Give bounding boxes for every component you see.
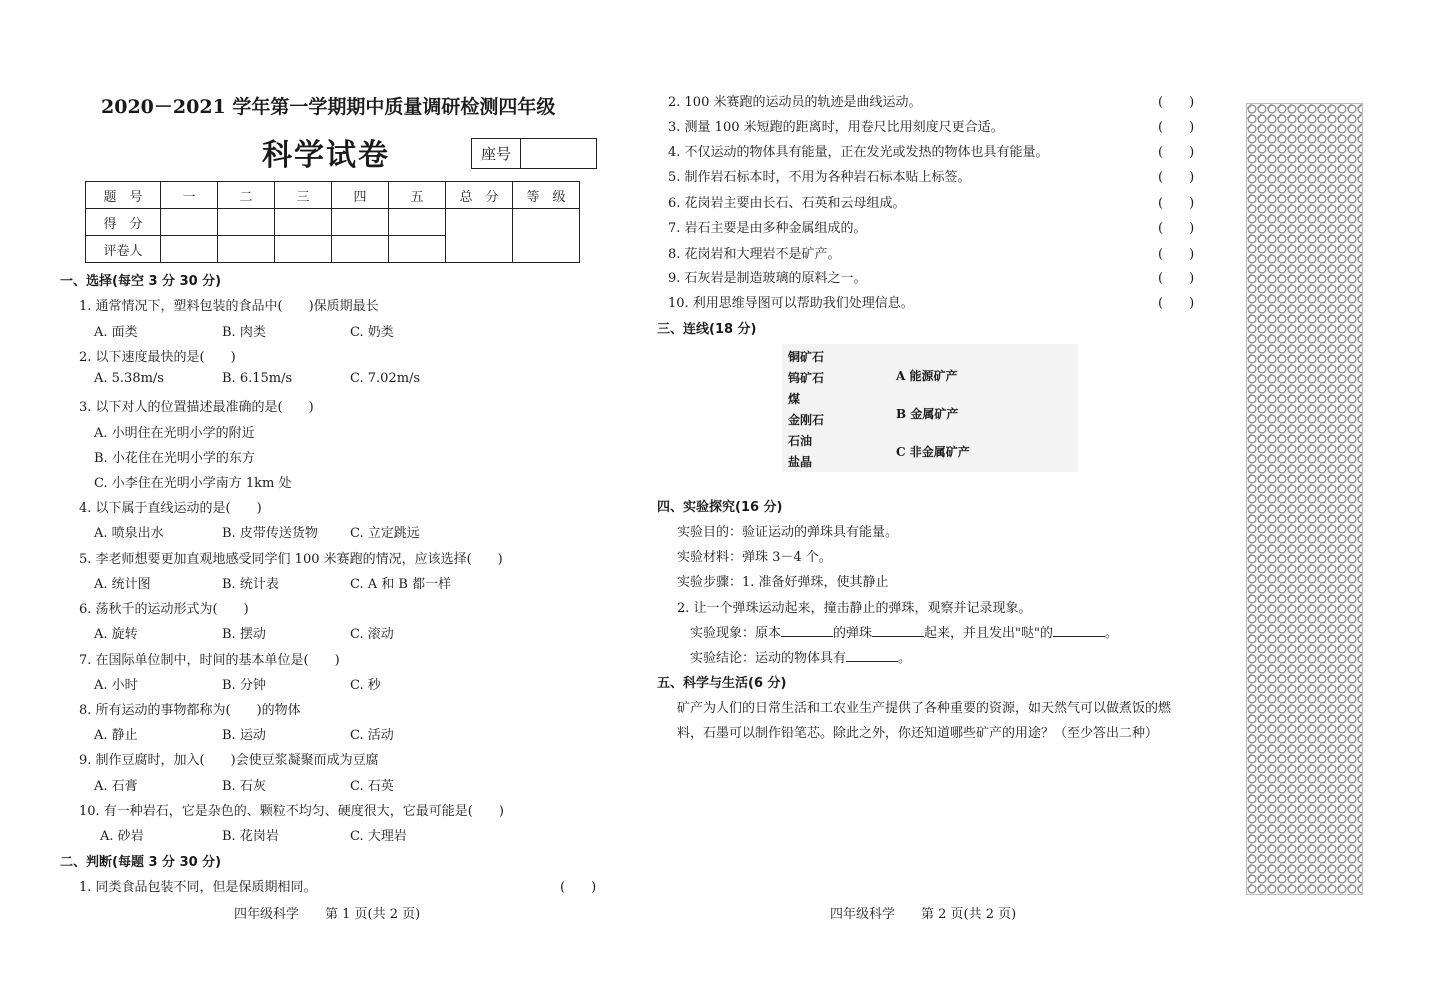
score-cell[interactable] (332, 209, 389, 236)
question-text: 4. 以下属于直线运动的是( ) (79, 501, 262, 516)
option-a[interactable]: A. 面类 (94, 325, 138, 340)
question-text: 8. 所有运动的事物都称为( )的物体 (79, 703, 301, 718)
option-c[interactable]: C. 大理岩 (350, 829, 407, 844)
row-header-grader: 评卷人 (86, 236, 161, 263)
option-c[interactable]: C. 小李住在光明小学南方 1km 处 (94, 476, 292, 491)
score-cell[interactable] (275, 209, 332, 236)
option-c[interactable]: C. 滚动 (350, 627, 394, 642)
decorative-pattern-strip (1246, 103, 1363, 895)
option-c[interactable]: C. A 和 B 都一样 (350, 577, 452, 592)
footer-page2: 四年级科学 第 2 页(共 2 页) (830, 907, 1017, 922)
judge-answer-6[interactable]: ( ) (1158, 196, 1195, 211)
concl-text: 实验结论：运动的物体具有 (690, 651, 847, 666)
section3-heading: 三、连线(18 分) (657, 322, 757, 337)
experiment-step1: 实验步骤：1. 准备好弹珠，使其静止 (677, 575, 889, 590)
obs-text: 实验现象：原本 (690, 626, 782, 641)
option-a[interactable]: A. 统计图 (94, 577, 151, 592)
grader-cell[interactable] (389, 236, 446, 263)
judge-item-7: 7. 岩石主要是由多种金属组成的。 (668, 221, 867, 236)
judge-answer-2[interactable]: ( ) (1158, 95, 1195, 110)
question-text: 10. 有一种岩石，它是杂色的、颗粒不均匀、硬度很大，它最可能是( ) (79, 804, 504, 819)
question-text: 7. 在国际单位制中，时间的基本单位是( ) (79, 653, 340, 668)
section4-heading: 四、实验探究(16 分) (657, 500, 783, 515)
section5-line2: 料，石墨可以制作铅笔芯。除此之外，你还知道哪些矿产的用途？（至少答出二种） (677, 726, 1159, 741)
question-text: 2. 以下速度最快的是( ) (79, 350, 236, 365)
experiment-observation (690, 622, 1118, 641)
option-b[interactable]: B. 分钟 (222, 678, 266, 693)
experiment-materials: 实验材料：弹珠 3－4 个。 (677, 550, 832, 565)
score-table (85, 181, 580, 263)
col-1: 一 (161, 182, 218, 209)
option-b[interactable]: B. 运动 (222, 728, 266, 743)
obs-text: 的弹珠 (833, 626, 873, 641)
option-a[interactable]: A. 砂岩 (100, 829, 144, 844)
exam-title: 2020－2021 学年第一学期期中质量调研检测四年级 (101, 96, 556, 118)
row-header-score: 得 分 (86, 209, 161, 236)
grader-cell[interactable] (161, 236, 218, 263)
judge-answer-7[interactable]: ( ) (1158, 221, 1195, 236)
score-cell[interactable] (218, 209, 275, 236)
option-c[interactable]: C. 立定跳远 (350, 526, 420, 541)
col-grade: 等 级 (513, 182, 580, 209)
obs-text: 。 (1105, 626, 1119, 641)
row-header-question: 题 号 (86, 182, 161, 209)
judge-item-8: 8. 花岗岩和大理岩不是矿产。 (668, 247, 841, 262)
judge-item-6: 6. 花岗岩主要由长石、石英和云母组成。 (668, 196, 906, 211)
option-a[interactable]: A. 小明住在光明小学的附近 (94, 426, 255, 441)
section2-heading: 二、判断(每题 3 分 30 分) (60, 855, 222, 870)
option-a[interactable]: A. 静止 (94, 728, 138, 743)
judge-answer-4[interactable]: ( ) (1158, 145, 1195, 160)
footer-page1: 四年级科学 第 1 页(共 2 页) (234, 907, 421, 922)
match-left-item[interactable]: 石油 (788, 434, 813, 448)
judge-item-4: 4. 不仅运动的物体具有能量，正在发光或发热的物体也具有能量。 (668, 145, 1049, 160)
judge-answer-3[interactable]: ( ) (1158, 120, 1195, 135)
match-right-item[interactable]: A 能源矿产 (896, 369, 958, 383)
option-b[interactable]: B. 摆动 (222, 627, 266, 642)
option-b[interactable]: B. 皮带传送货物 (222, 526, 318, 541)
option-b[interactable]: B. 花岗岩 (222, 829, 279, 844)
question-text: 3. 以下对人的位置描述最准确的是( ) (79, 400, 314, 415)
score-cell[interactable] (161, 209, 218, 236)
option-a[interactable]: A. 石膏 (94, 779, 138, 794)
seat-number-field[interactable] (521, 139, 596, 168)
judge-item-10: 10. 利用思维导图可以帮助我们处理信息。 (668, 296, 914, 311)
obs-text: 起来，并且发出"哒"的 (924, 626, 1053, 641)
option-c[interactable]: C. 7.02m/s (350, 371, 421, 386)
match-left-item[interactable]: 金刚石 (788, 413, 825, 427)
col-4: 四 (332, 182, 389, 209)
option-b[interactable]: B. 石灰 (222, 779, 266, 794)
judge-answer-5[interactable]: ( ) (1158, 170, 1195, 185)
col-total: 总 分 (446, 182, 513, 209)
option-a[interactable]: A. 5.38m/s (94, 371, 164, 386)
total-score-cell[interactable] (446, 209, 513, 263)
subject-title: 科学试卷 (262, 138, 390, 173)
col-3: 三 (275, 182, 332, 209)
obs-blank-2[interactable] (872, 624, 924, 637)
grade-cell[interactable] (513, 209, 580, 263)
option-c[interactable]: C. 石英 (350, 779, 394, 794)
question-text: 5. 李老师想要更加直观地感受同学们 100 米赛跑的情况，应该选择( ) (79, 552, 503, 567)
judge-item-9: 9. 石灰岩是制造玻璃的原料之一。 (668, 271, 867, 286)
option-a[interactable]: A. 喷泉出水 (94, 526, 164, 541)
judge-item-1: 1. 同类食品包装不同，但是保质期相同。 (79, 880, 317, 895)
experiment-step2: 2. 让一个弹珠运动起来，撞击静止的弹珠，观察并记录现象。 (677, 601, 1032, 616)
grader-cell[interactable] (275, 236, 332, 263)
grader-cell[interactable] (218, 236, 275, 263)
obs-blank-1[interactable] (781, 624, 833, 637)
section5-line1: 矿产为人们的日常生活和工农业生产提供了各种重要的资源，如天然气可以做煮饭的燃 (677, 701, 1172, 716)
section5-heading: 五、科学与生活(6 分) (657, 676, 787, 691)
match-left-item[interactable]: 煤 (788, 392, 801, 406)
option-c[interactable]: C. 奶类 (350, 325, 394, 340)
option-a[interactable]: A. 小时 (94, 678, 138, 693)
col-5: 五 (389, 182, 446, 209)
judge-answer-1[interactable]: ( ) (560, 880, 597, 895)
col-2: 二 (218, 182, 275, 209)
judge-item-2: 2. 100 米赛跑的运动员的轨迹是曲线运动。 (668, 95, 922, 110)
option-b[interactable]: B. 统计表 (222, 577, 279, 592)
concl-blank[interactable] (846, 649, 898, 662)
experiment-conclusion (690, 647, 911, 666)
option-c[interactable]: C. 活动 (350, 728, 394, 743)
judge-answer-10[interactable]: ( ) (1158, 296, 1195, 311)
section1-heading: 一、选择(每空 3 分 30 分) (60, 274, 222, 289)
score-cell[interactable] (389, 209, 446, 236)
option-a[interactable]: A. 旋转 (94, 627, 138, 642)
option-b[interactable]: B. 肉类 (222, 325, 266, 340)
judge-answer-9[interactable]: ( ) (1158, 271, 1195, 286)
judge-answer-8[interactable]: ( ) (1158, 247, 1195, 262)
option-b[interactable]: B. 6.15m/s (222, 371, 293, 386)
question-text: 6. 荡秋千的运动形式为( ) (79, 602, 249, 617)
question-text: 1. 通常情况下，塑料包装的食品中( )保质期最长 (79, 299, 379, 314)
seat-number-box[interactable] (471, 138, 597, 169)
match-left-item[interactable]: 盐晶 (788, 455, 813, 469)
match-right-item[interactable]: C 非金属矿产 (896, 445, 970, 459)
match-left-item[interactable]: 铜矿石 (788, 350, 825, 364)
experiment-purpose: 实验目的：验证运动的弹珠具有能量。 (677, 525, 899, 540)
obs-blank-3[interactable] (1053, 624, 1105, 637)
question-text: 9. 制作豆腐时，加入( )会使豆浆凝聚而成为豆腐 (79, 753, 379, 768)
seat-label: 座号 (472, 139, 521, 168)
concl-text: 。 (898, 651, 912, 666)
match-left-item[interactable]: 钨矿石 (788, 371, 825, 385)
judge-item-3: 3. 测量 100 米短跑的距离时，用卷尺比用刻度尺更合适。 (668, 120, 1004, 135)
option-c[interactable]: C. 秒 (350, 678, 381, 693)
match-right-item[interactable]: B 金属矿产 (896, 407, 959, 421)
option-b[interactable]: B. 小花住在光明小学的东方 (94, 451, 255, 466)
grader-cell[interactable] (332, 236, 389, 263)
judge-item-5: 5. 制作岩石标本时，不用为各种岩石标本贴上标签。 (668, 170, 971, 185)
